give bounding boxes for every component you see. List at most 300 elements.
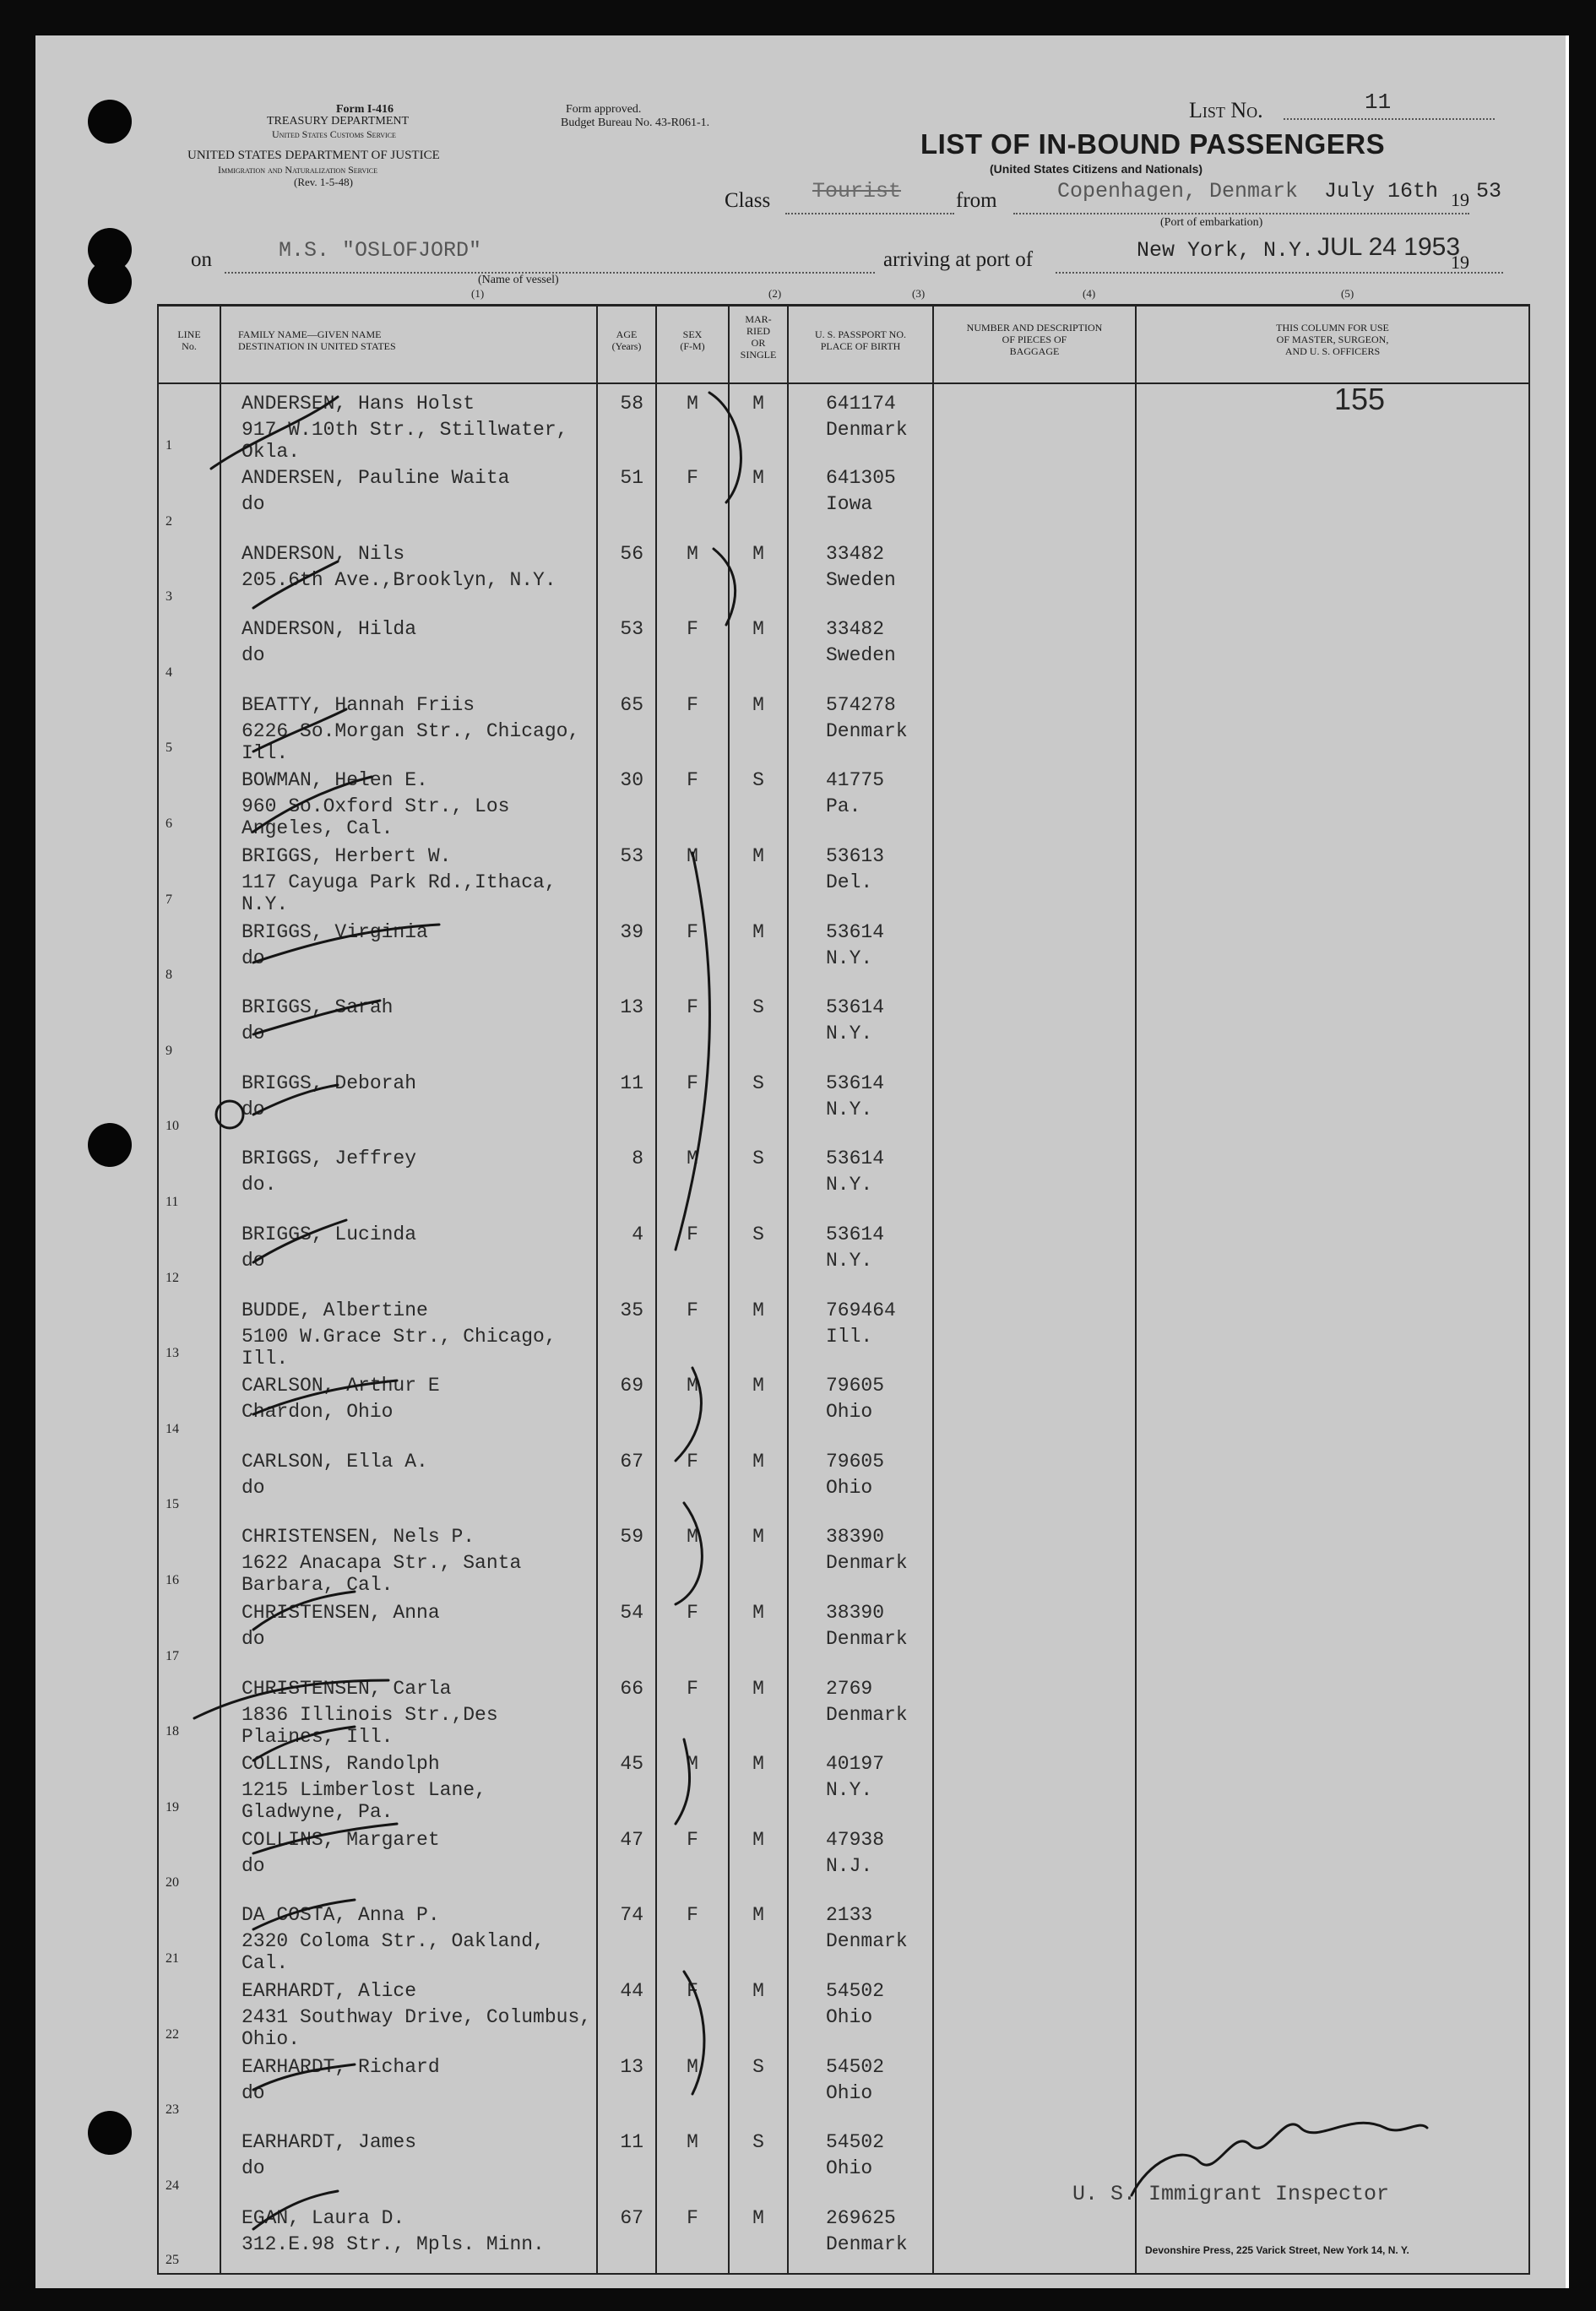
embarkation-note: (Port of embarkation)	[1160, 216, 1263, 229]
passenger-sex: M	[687, 542, 698, 565]
passenger-sex: M	[687, 2055, 698, 2078]
age-cell	[597, 1820, 656, 1896]
passenger-row	[158, 383, 1529, 459]
name-cell	[220, 1291, 597, 1370]
officer-cell	[1136, 2199, 1529, 2275]
passenger-destination: do	[242, 1854, 265, 1877]
baggage-cell	[933, 761, 1136, 837]
baggage-cell	[933, 1744, 1136, 1820]
baggage-cell	[933, 534, 1136, 610]
sex-cell	[656, 1442, 729, 1518]
passenger-destination: Chardon, Ohio	[242, 1401, 394, 1424]
name-cell	[220, 2123, 597, 2199]
officer-cell	[1136, 761, 1529, 837]
passenger-age: 54	[620, 1602, 643, 1624]
passport-number: 53614	[826, 920, 885, 943]
line-cell	[158, 1366, 220, 1442]
marital-cell	[729, 686, 788, 762]
officer-cell	[1136, 458, 1529, 534]
class-value: Tourist	[812, 179, 902, 203]
passenger-name: BRIGGS, Lucinda	[242, 1223, 417, 1246]
passenger-marital: M	[752, 1677, 764, 1700]
passenger-sex: F	[687, 1071, 698, 1094]
officer-cell	[1136, 1442, 1529, 1518]
passenger-sex: F	[687, 2206, 698, 2229]
baggage-cell	[933, 610, 1136, 686]
passenger-destination: 917 W.10th Str., Stillwater, Okla.	[242, 418, 568, 463]
line-number: 5	[166, 740, 172, 756]
passenger-sex: F	[687, 1677, 698, 1700]
age-cell	[597, 1442, 656, 1518]
line-cell	[158, 2123, 220, 2199]
passenger-row	[158, 1744, 1529, 1820]
officer-cell	[1136, 913, 1529, 989]
sex-cell	[656, 1366, 729, 1442]
passport-cell	[788, 2199, 933, 2275]
passenger-name: ANDERSON, Hilda	[242, 618, 417, 641]
passenger-marital: S	[752, 2055, 764, 2078]
baggage-cell	[933, 1517, 1136, 1593]
passenger-marital: M	[752, 1602, 764, 1624]
passenger-sex: F	[687, 1450, 698, 1473]
passport-number: 54502	[826, 2055, 885, 2078]
passenger-row	[158, 1669, 1529, 1745]
officer-cell	[1136, 1972, 1529, 2048]
passenger-marital: M	[752, 1450, 764, 1473]
age-cell	[597, 1593, 656, 1669]
sex-cell	[656, 1215, 729, 1291]
baggage-cell	[933, 458, 1136, 534]
passport-cell	[788, 1442, 933, 1518]
passenger-row	[158, 1064, 1529, 1140]
line-cell	[158, 1744, 220, 1820]
customs-service: United States Customs Service	[272, 128, 396, 140]
passenger-destination: 2431 Southway Drive, Columbus, Ohio.	[242, 2005, 592, 2050]
budget-bureau: Budget Bureau No. 43-R061-1.	[561, 117, 710, 129]
marital-cell	[729, 1669, 788, 1745]
line-number: 16	[166, 1573, 179, 1587]
sex-cell	[656, 2123, 729, 2199]
passenger-destination: 6226 So.Morgan Str., Chicago, Ill.	[242, 719, 580, 764]
name-cell	[220, 1064, 597, 1140]
form-revision: (Rev. 1-5-48)	[294, 176, 353, 188]
baggage-cell	[933, 1139, 1136, 1215]
passenger-sex: M	[687, 1526, 698, 1549]
passport-number: 2133	[826, 1904, 873, 1927]
passport-number: 54502	[826, 1979, 885, 2002]
name-cell	[220, 1744, 597, 1824]
class-label: Class	[725, 189, 771, 212]
vessel-name: M.S. "OSLOFJORD"	[279, 238, 482, 263]
passport-cell	[788, 1517, 933, 1593]
passenger-destination: 960 So.Oxford Str., Los Angeles, Cal.	[242, 795, 510, 840]
arrival-stamp: JUL 24 1953	[1317, 233, 1461, 261]
birthplace: Denmark	[826, 1703, 908, 1726]
passenger-row	[158, 534, 1529, 610]
line-number: 12	[166, 1270, 179, 1285]
passenger-age: 44	[620, 1979, 643, 2002]
arriving-label: arriving at port of	[883, 248, 1034, 271]
officer-cell	[1136, 1744, 1529, 1820]
name-cell	[220, 1896, 597, 1975]
passport-number: 40197	[826, 1753, 885, 1776]
passport-number: 47938	[826, 1828, 885, 1851]
sex-cell	[656, 1064, 729, 1140]
line-number: 6	[166, 816, 172, 832]
line-cell	[158, 686, 220, 762]
baggage-cell	[933, 686, 1136, 762]
passenger-marital: M	[752, 1979, 764, 2002]
binder-hole	[88, 1123, 132, 1167]
passenger-marital: S	[752, 996, 764, 1019]
passenger-age: 13	[620, 996, 643, 1019]
passport-number: 79605	[826, 1450, 885, 1473]
officer-cell	[1136, 1820, 1529, 1896]
name-cell	[220, 383, 597, 463]
passenger-age: 11	[620, 1071, 643, 1094]
age-cell	[597, 2123, 656, 2199]
sex-cell	[656, 913, 729, 989]
col-sex-header: SEX (F-M)	[656, 306, 729, 383]
line-cell	[158, 610, 220, 686]
age-cell	[597, 1972, 656, 2048]
passenger-marital: M	[752, 1904, 764, 1927]
name-cell	[220, 2048, 597, 2124]
passenger-age: 35	[620, 1299, 643, 1321]
officer-cell	[1136, 1366, 1529, 1442]
col-officers-header: THIS COLUMN FOR USE OF MASTER, SURGEON, AND U. S. OFFICERS	[1136, 306, 1529, 383]
passport-number: 641305	[826, 467, 896, 490]
marital-cell	[729, 1517, 788, 1593]
passenger-marital: S	[752, 2131, 764, 2154]
marital-cell	[729, 1139, 788, 1215]
line-cell	[158, 1517, 220, 1593]
passenger-sex: F	[687, 1602, 698, 1624]
passenger-marital: M	[752, 542, 764, 565]
passport-number: 79605	[826, 1375, 885, 1397]
line-cell	[158, 1820, 220, 1896]
name-cell	[220, 686, 597, 762]
sex-cell	[656, 1517, 729, 1593]
passenger-age: 53	[620, 845, 643, 868]
birthplace: Denmark	[826, 418, 908, 441]
sex-cell	[656, 988, 729, 1064]
baggage-cell	[933, 1820, 1136, 1896]
age-cell	[597, 1517, 656, 1593]
passport-number: 269625	[826, 2206, 896, 2229]
marital-cell	[729, 1215, 788, 1291]
marital-cell	[729, 610, 788, 686]
page-subtitle: (United States Citizens and Nationals)	[990, 162, 1203, 176]
sex-cell	[656, 610, 729, 686]
birthplace: N.Y.	[826, 1250, 873, 1272]
passenger-marital: M	[752, 1526, 764, 1549]
passenger-name: ANDERSON, Nils	[242, 542, 405, 565]
marital-cell	[729, 1744, 788, 1820]
passenger-sex: F	[687, 920, 698, 943]
passport-number: 54502	[826, 2131, 885, 2154]
line-cell	[158, 1669, 220, 1745]
name-cell	[220, 1517, 597, 1597]
name-cell	[220, 761, 597, 840]
passenger-row	[158, 610, 1529, 686]
marital-cell	[729, 458, 788, 534]
passenger-destination: do	[242, 947, 265, 969]
from-label: from	[956, 189, 997, 212]
passport-cell	[788, 1291, 933, 1367]
passport-cell	[788, 1366, 933, 1442]
col-num-2: (2)	[768, 287, 782, 300]
passenger-destination: 1622 Anacapa Str., Santa Barbara, Cal.	[242, 1552, 522, 1597]
passenger-marital: M	[752, 618, 764, 641]
passenger-marital: M	[752, 1299, 764, 1321]
name-cell	[220, 1669, 597, 1748]
passenger-marital: S	[752, 1071, 764, 1094]
officer-cell	[1136, 837, 1529, 913]
marital-cell	[729, 1972, 788, 2048]
name-cell	[220, 1442, 597, 1518]
passenger-destination: 205.6th Ave.,Brooklyn, N.Y.	[242, 568, 556, 591]
baggage-cell	[933, 2199, 1136, 2275]
sex-cell	[656, 2048, 729, 2124]
age-cell	[597, 383, 656, 459]
passenger-name: BRIGGS, Sarah	[242, 996, 394, 1019]
col-name-header: FAMILY NAME—GIVEN NAME DESTINATION IN UNITED STATES	[220, 306, 597, 383]
line-number: 24	[166, 2178, 179, 2193]
printer-credit: Devonshire Press, 225 Varick Street, New York 14, N. Y.	[1145, 2244, 1409, 2256]
passport-number: 574278	[826, 693, 896, 716]
line-number: 4	[166, 665, 172, 680]
passport-cell	[788, 1215, 933, 1291]
passenger-age: 69	[620, 1375, 643, 1397]
sex-cell	[656, 383, 729, 459]
birthplace: Ohio	[826, 2157, 873, 2180]
line-cell	[158, 1972, 220, 2048]
passenger-age: 74	[620, 1904, 643, 1927]
binder-hole	[88, 2111, 132, 2155]
passenger-sex: M	[687, 1375, 698, 1397]
passport-cell	[788, 1896, 933, 1972]
line-cell	[158, 2048, 220, 2124]
age-cell	[597, 1064, 656, 1140]
age-cell	[597, 2048, 656, 2124]
passport-number: 41775	[826, 769, 885, 792]
name-cell	[220, 1215, 597, 1291]
passenger-row	[158, 686, 1529, 762]
passport-cell	[788, 610, 933, 686]
sex-cell	[656, 1291, 729, 1367]
passport-cell	[788, 1139, 933, 1215]
line-number: 8	[166, 968, 172, 983]
passenger-sex: F	[687, 1828, 698, 1851]
age-cell	[597, 761, 656, 837]
passenger-destination: do	[242, 1476, 265, 1499]
age-cell	[597, 686, 656, 762]
binder-hole	[88, 100, 132, 144]
passenger-destination: 1215 Limberlost Lane, Gladwyne, Pa.	[242, 1779, 486, 1824]
marital-cell	[729, 1896, 788, 1972]
passport-cell	[788, 988, 933, 1064]
passenger-name: COLLINS, Randolph	[242, 1753, 440, 1776]
sex-cell	[656, 1896, 729, 1972]
baggage-cell	[933, 2048, 1136, 2124]
passport-number: 33482	[826, 618, 885, 641]
passenger-destination: 117 Cayuga Park Rd.,Ithaca, N.Y.	[242, 871, 556, 916]
birthplace: Ohio	[826, 1401, 873, 1424]
age-cell	[597, 1744, 656, 1820]
col-num-1: (1)	[471, 287, 485, 300]
treasury-dept: TREASURY DEPARTMENT	[267, 115, 410, 127]
passenger-row	[158, 2048, 1529, 2124]
age-cell	[597, 458, 656, 534]
passport-number: 641174	[826, 392, 896, 415]
passenger-row	[158, 1593, 1529, 1669]
passenger-row	[158, 1442, 1529, 1518]
sex-cell	[656, 1139, 729, 1215]
passport-number: 38390	[826, 1526, 885, 1549]
name-cell	[220, 458, 597, 534]
passenger-row	[158, 1896, 1529, 1972]
name-cell	[220, 1366, 597, 1442]
list-no-label: List No.	[1189, 98, 1263, 122]
marital-cell	[729, 837, 788, 913]
baggage-cell	[933, 1366, 1136, 1442]
line-number: 14	[166, 1421, 179, 1436]
passenger-name: CHRISTENSEN, Anna	[242, 1602, 440, 1624]
birthplace: Ohio	[826, 2005, 873, 2028]
passenger-name: DA COSTA, Anna P.	[242, 1904, 440, 1927]
marital-cell	[729, 2048, 788, 2124]
passenger-name: BRIGGS, Deborah	[242, 1071, 417, 1094]
passenger-name: EARHARDT, Alice	[242, 1979, 417, 2002]
passenger-sex: F	[687, 1299, 698, 1321]
birthplace: Sweden	[826, 568, 896, 591]
arrival-year: 19	[1451, 252, 1469, 273]
col-line-header: LINE No.	[158, 306, 220, 383]
col-passport-header: U. S. PASSPORT NO. PLACE OF BIRTH	[788, 306, 933, 383]
birthplace: Sweden	[826, 644, 896, 667]
binder-hole	[88, 260, 132, 304]
passport-cell	[788, 761, 933, 837]
passenger-row	[158, 1291, 1529, 1367]
sex-cell	[656, 1669, 729, 1745]
passenger-age: 67	[620, 1450, 643, 1473]
baggage-cell	[933, 1064, 1136, 1140]
name-cell	[220, 988, 597, 1064]
birthplace: Ill.	[826, 1325, 873, 1348]
passenger-name: EGAN, Laura D.	[242, 2206, 405, 2229]
passenger-sex: F	[687, 1904, 698, 1927]
year-prefix: 19	[1451, 189, 1469, 210]
officer-cell	[1136, 1291, 1529, 1367]
passport-number: 769464	[826, 1299, 896, 1321]
line-number: 20	[166, 1875, 179, 1891]
marital-cell	[729, 1064, 788, 1140]
passenger-row	[158, 1215, 1529, 1291]
line-number: 15	[166, 1497, 179, 1512]
officer-cell	[1136, 610, 1529, 686]
name-cell	[220, 837, 597, 916]
passenger-age: 67	[620, 2206, 643, 2229]
passenger-name: BUDDE, Albertine	[242, 1299, 428, 1321]
passenger-marital: M	[752, 1375, 764, 1397]
passenger-destination: do	[242, 1628, 265, 1650]
passenger-marital: M	[752, 467, 764, 490]
passenger-destination: 312.E.98 Str., Mpls. Minn.	[242, 2232, 545, 2255]
birthplace: N.Y.	[826, 1779, 873, 1802]
passenger-sex: F	[687, 1223, 698, 1246]
baggage-cell	[933, 1972, 1136, 2048]
baggage-cell	[933, 1669, 1136, 1745]
passenger-marital: M	[752, 2206, 764, 2229]
passport-cell	[788, 2123, 933, 2199]
birthplace: Ohio	[826, 1476, 873, 1499]
ins-service: Immigration and Naturalization Service	[218, 164, 378, 176]
line-number: 21	[166, 1950, 179, 1966]
col-baggage-header: NUMBER AND DESCRIPTION OF PIECES OF BAGGAGE	[933, 306, 1136, 383]
birthplace: Denmark	[826, 2232, 908, 2255]
passport-cell	[788, 2048, 933, 2124]
list-no-value: 11	[1365, 90, 1392, 115]
age-cell	[597, 1896, 656, 1972]
inspector-title: U. S. Immigrant Inspector	[1072, 2182, 1390, 2206]
age-cell	[597, 1139, 656, 1215]
passenger-name: BEATTY, Hannah Friis	[242, 693, 475, 716]
sex-cell	[656, 761, 729, 837]
line-cell	[158, 1442, 220, 1518]
line-cell	[158, 988, 220, 1064]
passenger-sex: F	[687, 1979, 698, 2002]
passenger-age: 66	[620, 1677, 643, 1700]
line-number: 13	[166, 1346, 179, 1361]
passenger-age: 56	[620, 542, 643, 565]
line-number: 3	[166, 589, 172, 605]
line-cell	[158, 1215, 220, 1291]
age-cell	[597, 1215, 656, 1291]
col-age-header: AGE (Years)	[597, 306, 656, 383]
baggage-cell	[933, 1291, 1136, 1367]
passenger-age: 45	[620, 1753, 643, 1776]
embarkation-port: Copenhagen, Denmark	[1057, 179, 1299, 203]
sex-cell	[656, 534, 729, 610]
sex-cell	[656, 1744, 729, 1820]
passport-cell	[788, 686, 933, 762]
line-number: 18	[166, 1724, 179, 1739]
justice-dept: UNITED STATES DEPARTMENT OF JUSTICE	[187, 149, 440, 162]
age-cell	[597, 1669, 656, 1745]
officer-cell	[1136, 1517, 1529, 1593]
passenger-name: BRIGGS, Virginia	[242, 920, 428, 943]
passenger-marital: M	[752, 845, 764, 868]
passenger-row	[158, 988, 1529, 1064]
passenger-sex: F	[687, 769, 698, 792]
passenger-name: ANDERSEN, Pauline Waita	[242, 467, 510, 490]
name-cell	[220, 2199, 597, 2275]
col-num-3: (3)	[912, 287, 926, 300]
officer-cell	[1136, 1593, 1529, 1669]
baggage-cell	[933, 1442, 1136, 1518]
passenger-age: 47	[620, 1828, 643, 1851]
marital-cell	[729, 988, 788, 1064]
passenger-sex: F	[687, 618, 698, 641]
passport-cell	[788, 1744, 933, 1820]
marital-cell	[729, 1291, 788, 1367]
marital-cell	[729, 913, 788, 989]
page-title: LIST OF IN-BOUND PASSENGERS	[920, 128, 1386, 160]
passport-number: 53614	[826, 1223, 885, 1246]
passport-number: 53614	[826, 1147, 885, 1170]
passenger-age: 59	[620, 1526, 643, 1549]
